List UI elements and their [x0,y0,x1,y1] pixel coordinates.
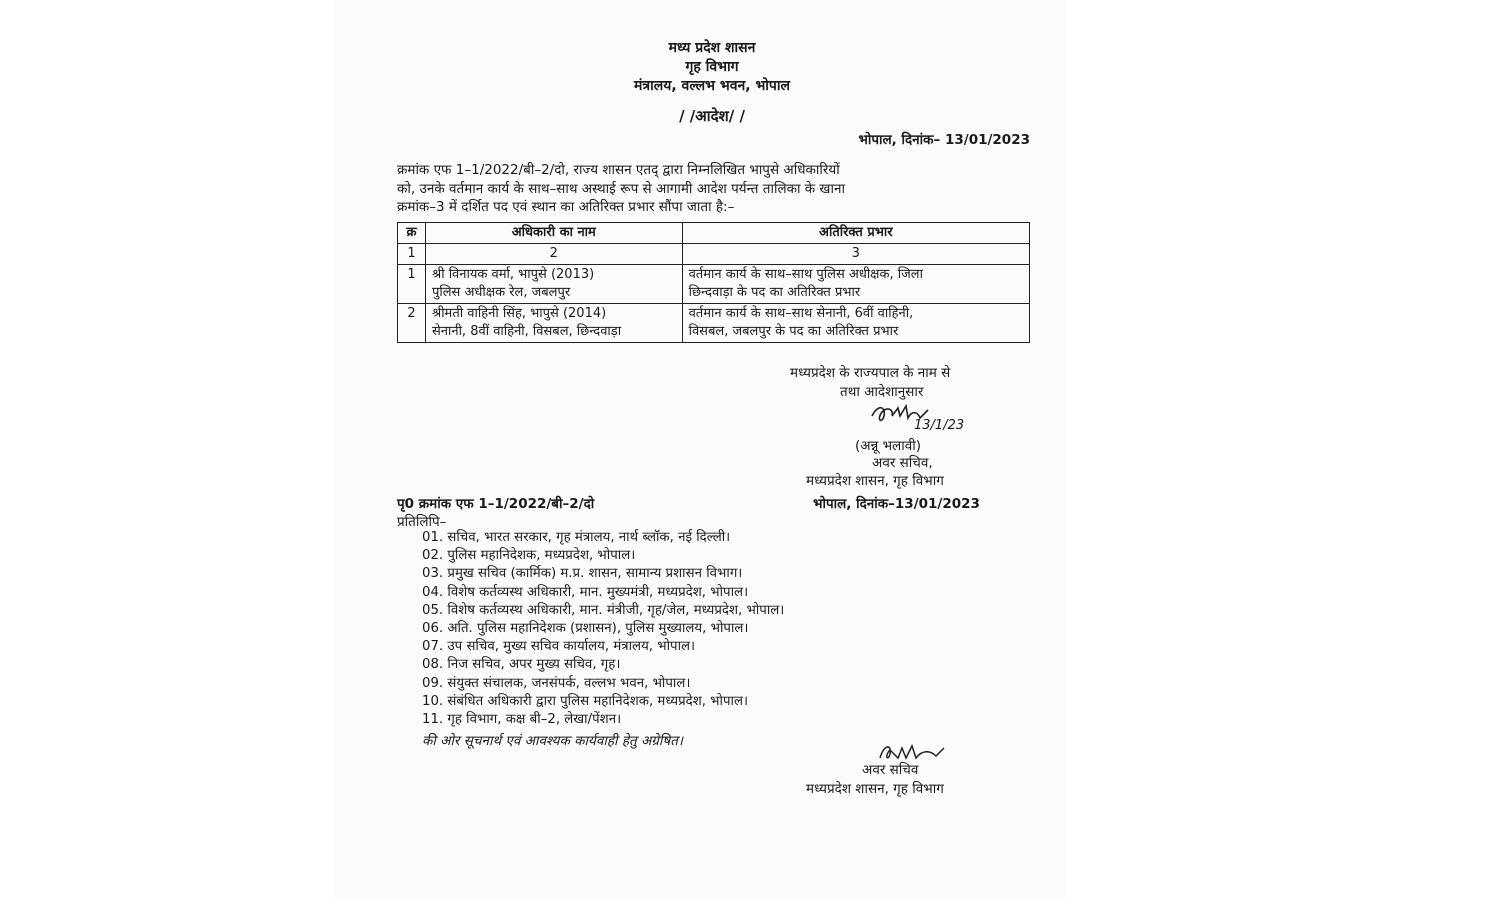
signatory-department: मध्यप्रदेश शासन, गृह विभाग [806,473,944,489]
endorsement-number: पृ0 क्रमांक एफ 1–1/2022/बी–2/दो [397,496,595,512]
list-item: 05. विशेष कर्तव्यस्थ अधिकारी, मान. मंत्रीजी, गृह/जेल, मध्यप्रदेश, भोपाल। [422,602,785,618]
paragraph-line: को, उनके वर्तमान कार्य के साथ–साथ अस्थाई रूप से आगामी आदेश पर्यन्त तालिका के खाना [397,180,845,197]
officer-name-cell [425,265,682,304]
header-serial: क्र [398,223,426,244]
charge-cell [682,304,1029,343]
order-date: भोपाल, दिनांक– 13/01/2023 [858,132,1030,148]
officer-name-cell [425,304,682,343]
list-item: 11. गृह विभाग, कक्ष बी–2, लेखा/पेंशन। [422,712,622,728]
officer-name: श्री विनायक वर्मा, भापुसे (2013) [431,267,595,282]
row-serial: 2 [398,304,426,343]
list-item: 08. निज सचिव, अपर मुख्य सचिव, गृह। [422,657,621,673]
order-title: / /आदेश/ / [679,107,745,125]
forward-note: की ओर सूचनार्थ एवं आवश्यक कार्यवाही हेतु अग्रेषित। [422,733,684,749]
charge-cell [682,265,1029,304]
signatory-designation: अवर सचिव, [872,455,933,471]
list-item: 03. प्रमुख सचिव (कार्मिक) म.प्र. शासन, सामान्य प्रशासन विभाग। [422,566,743,582]
col-number: 3 [682,244,1029,265]
row-serial: 1 [398,265,426,304]
officer-name: श्रीमती वाहिनी सिंह, भापुसे (2014) [431,306,607,321]
paragraph-line: क्रमांक एफ 1–1/2022/बी–2/दो, राज्य शासन एतद् द्वारा निम्नलिखित भापुसे अधिकारियों [397,162,840,178]
col-number: 2 [425,244,682,265]
signatory-2-designation: अवर सचिव [862,762,919,778]
header-additional-charge: अतिरिक्त प्रभार [682,223,1029,244]
header-officer-name: अधिकारी का नाम [425,223,682,244]
officer-post: पुलिस अधीक्षक रेल, जबलपुर [431,285,571,300]
list-item: 10. संबंधित अधिकारी द्वारा पुलिस महानिदेशक, मध्यप्रदेश, भोपाल। [422,693,749,709]
charge-line: वर्तमान कार्य के साथ–साथ पुलिस अधीक्षक, जिला [688,267,923,282]
col-number: 1 [398,244,426,265]
signature-date: 13/1/23 [914,418,965,433]
list-item: 09. संयुक्त संचालक, जनसंपर्क, वल्लभ भवन, भोपाल। [422,675,691,691]
list-item: 07. उप सचिव, मुख्य सचिव कार्यालय, मंत्रालय, भोपाल। [422,639,696,655]
table-row [398,304,1030,343]
charge-line: वर्तमान कार्य के साथ–साथ सेनानी, 6वीं वाहिनी, [688,306,914,321]
signatory-name: (अन्नू भलावी) [855,438,921,454]
header-government: मध्य प्रदेश शासन [668,40,756,56]
endorsement-date: भोपाल, दिनांक–13/01/2023 [813,496,980,512]
copy-label: प्रतिलिपि– [397,514,447,530]
officer-post: सेनानी, 8वीं वाहिनी, विसबल, छिन्दवाड़ा [431,324,622,339]
header-department: गृह विभाग [685,59,739,75]
copy-list [422,529,784,729]
charge-line: विसबल, जबलपुर के पद का अतिरिक्त प्रभार [688,324,899,339]
officer-table [397,222,1030,343]
list-item: 02. पुलिस महानिदेशक, मध्यप्रदेश, भोपाल। [422,548,636,564]
charge-line: छिन्दवाड़ा के पद का अतिरिक्त प्रभार [688,285,861,300]
governor-order-line2: तथा आदेशानुसार [840,384,924,400]
list-item: 01. सचिव, भारत सरकार, गृह मंत्रालय, नार्थ ब्लॉक, नई दिल्ली। [422,530,731,545]
table-column-number-row [398,244,1030,265]
signatory-2-department: मध्यप्रदेश शासन, गृह विभाग [806,781,944,797]
header-address: मंत्रालय, वल्लभ भवन, भोपाल [634,78,790,94]
table-row [398,265,1030,304]
governor-order-line1: मध्यप्रदेश के राज्यपाल के नाम से [790,365,951,381]
list-item: 06. अति. पुलिस महानिदेशक (प्रशासन), पुलिस मुख्यालय, भोपाल। [422,621,749,637]
paragraph-line: क्रमांक–3 में दर्शित पद एवं स्थान का अतिरिक्त प्रभार सौंपा जाता है:– [397,199,735,215]
order-paragraph [397,161,1030,217]
table-header-row [398,223,1030,244]
list-item: 04. विशेष कर्तव्यस्थ अधिकारी, मान. मुख्यमंत्री, मध्यप्रदेश, भोपाल। [422,584,749,600]
